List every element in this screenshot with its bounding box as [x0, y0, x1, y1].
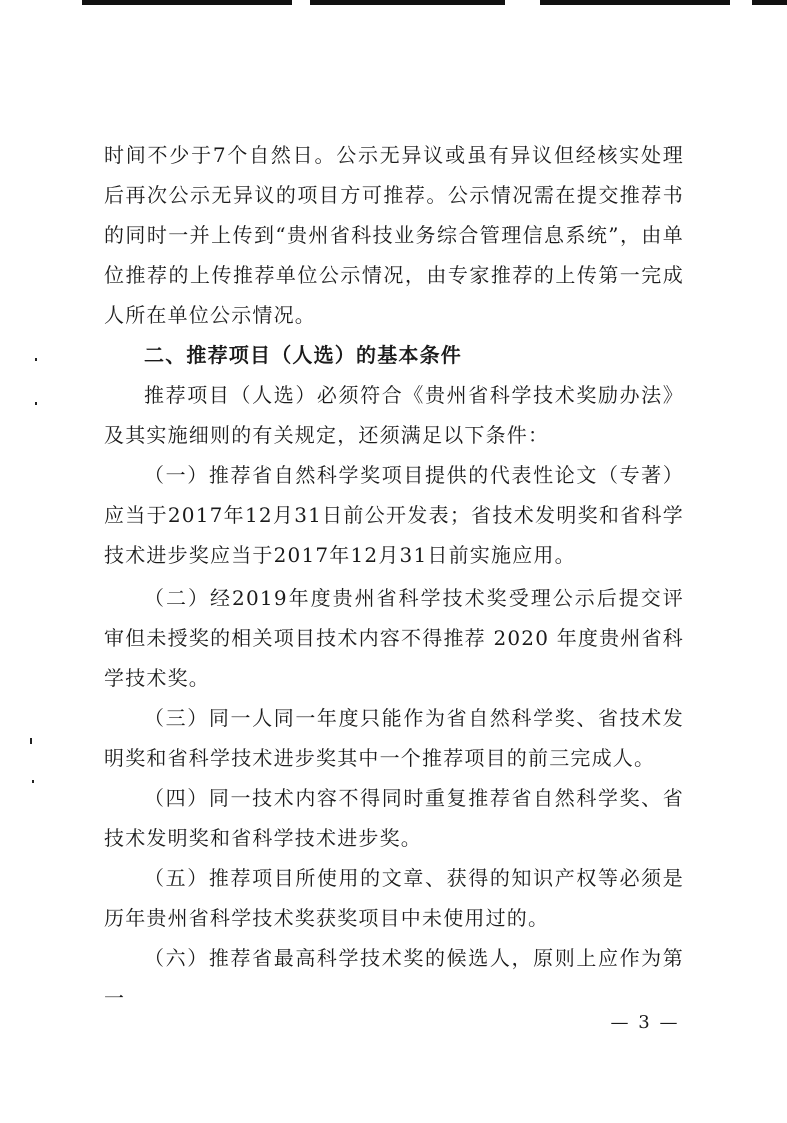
scan-edge-mark	[752, 0, 787, 5]
paragraph-condition-6: （六）推荐省最高科学技术奖的候选人，原则上应作为第一	[104, 946, 684, 1010]
paragraph-condition-2: （二）经2019年度贵州省科学技术奖受理公示后提交评审但未授奖的相关项目技术内容不得推荐 2020 年度贵州省科学技术奖。	[104, 586, 684, 690]
paragraph-condition-4: （四）同一技术内容不得同时重复推荐省自然科学奖、省技术发明奖和省科学技术进步奖。	[104, 786, 684, 850]
scan-edge-mark	[310, 0, 505, 5]
section-heading-basic-conditions: 二、推荐项目（人选）的基本条件	[144, 343, 462, 367]
paragraph-condition-1: （一）推荐省自然科学奖项目提供的代表性论文（专著）应当于2017年12月31日前公开发表；省技术发明奖和省科学技术进步奖应当于2017年12月31日前实施应用。	[104, 463, 684, 567]
scan-speck	[30, 738, 32, 744]
scan-edge-mark	[82, 0, 292, 5]
paragraph-condition-3: （三）同一人同一年度只能作为省自然科学奖、省技术发明奖和省科学技术进步奖其中一个推荐项目的前三完成人。	[104, 706, 684, 770]
paragraph-condition-5: （五）推荐项目所使用的文章、获得的知识产权等必须是历年贵州省科学技术奖获奖项目中未使用过的。	[104, 866, 684, 930]
page-number: — 3 —	[610, 1012, 680, 1033]
scan-edge-mark	[540, 0, 730, 5]
paragraph-conditions-intro: 推荐项目（人选）必须符合《贵州省科学技术奖励办法》及其实施细则的有关规定，还须满足以下条件：	[104, 383, 684, 447]
scan-speck	[32, 780, 34, 783]
scan-speck	[35, 358, 37, 361]
scan-speck	[35, 402, 37, 405]
paragraph-publicity-period: 时间不少于7个自然日。公示无异议或虽有异议但经核实处理后再次公示无异议的项目方可推荐。公示情况需在提交推荐书的同时一并上传到“贵州省科技业务综合管理信息系统”，由单位推荐的上传推荐单位公示情况，由专家推荐的上传第一完成人所在单位公示情况。	[104, 143, 684, 327]
